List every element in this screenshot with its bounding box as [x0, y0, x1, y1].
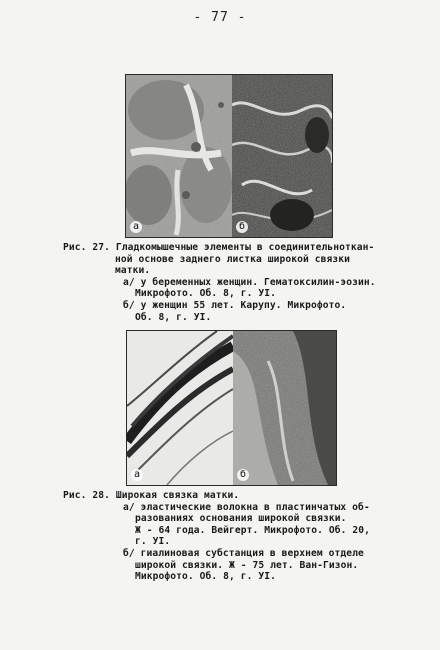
caption-line: Микрофото. Об. 8, г. УI.: [135, 571, 277, 583]
figure-28-panel-a-letter: а: [131, 469, 143, 481]
figure-28-micrograph: [126, 330, 337, 486]
figure-28-caption: [63, 490, 383, 583]
figure-27-panel-b: [232, 75, 332, 237]
caption-line: б/ у женщин 55 лет. Карупу. Микрофото.: [123, 299, 347, 311]
caption-line: Об. 8, г. УI.: [135, 311, 212, 323]
figure-27-panel-a-letter: а: [130, 221, 142, 233]
figure-28-panel-b: [233, 331, 336, 485]
figure-27-micrograph: [125, 74, 333, 238]
caption-line: а/ эластические волокна в пластинчатых об-: [123, 501, 370, 513]
page-number: - 77 -: [193, 10, 247, 25]
caption-line: ной основе заднего листка широкой связки: [115, 253, 351, 265]
figure-27-panel-a: [126, 75, 232, 237]
caption-line: широкой связки. Ж - 75 лет. Ван-Гизон.: [135, 559, 359, 571]
figure-27-caption: [63, 242, 383, 323]
figure-28-panel-a: [127, 331, 233, 485]
caption-line: г. УI.: [135, 536, 171, 548]
caption-line: Рис. 28. Широкая связка матки.: [63, 490, 240, 501]
caption-line: Ж - 64 года. Вейгерт. Микрофото. Об. 20,: [135, 524, 371, 536]
caption-line: а/ у беременных женщин. Гематоксилин-эозин.: [123, 276, 376, 288]
caption-line: б/ гиалиновая субстанция в верхнем отделе: [123, 547, 364, 559]
caption-line: разованиях основания широкой связки.: [135, 513, 347, 525]
caption-line: матки.: [115, 265, 151, 277]
caption-line: Рис. 27. Гладкомышечные элементы в соединительноткан-: [63, 242, 375, 253]
figure-27-panel-b-letter: б: [236, 221, 248, 233]
caption-line: Микрофото. Об. 8, г. УI.: [135, 288, 277, 300]
figure-28-panel-b-letter: б: [237, 469, 249, 481]
